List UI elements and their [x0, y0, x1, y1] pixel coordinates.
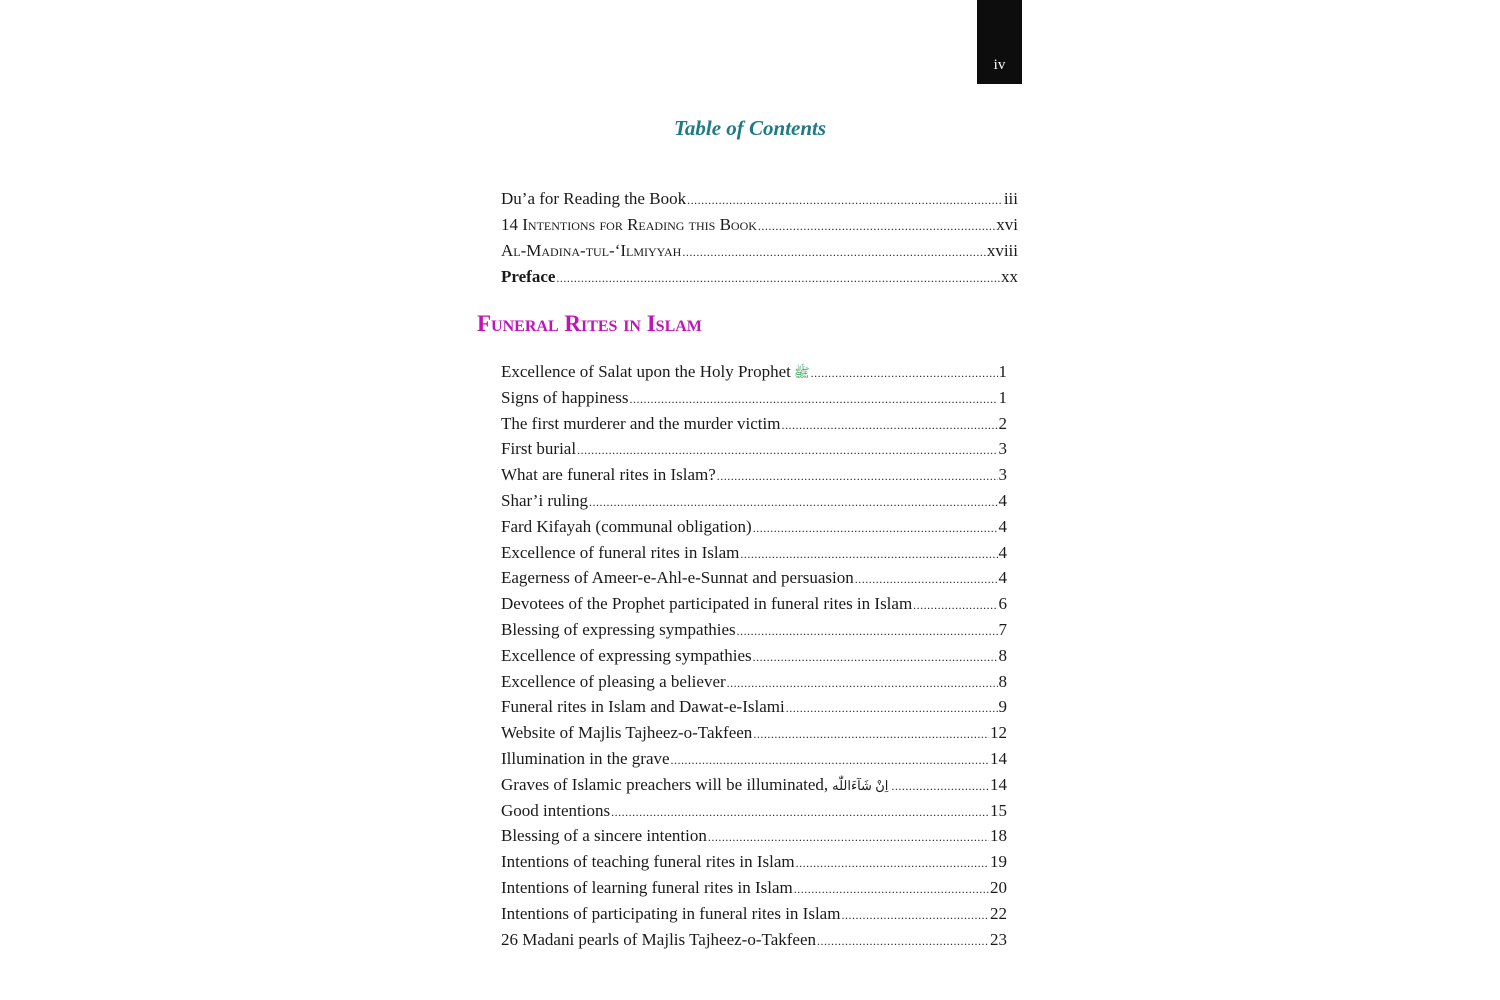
toc-entry[interactable] [501, 386, 1007, 410]
dot-leader [630, 387, 998, 411]
dot-leader [577, 438, 997, 462]
toc-entry-page: 1 [998, 362, 1007, 381]
dot-leader [891, 774, 989, 798]
toc-entry-title: Good intentions [501, 800, 611, 820]
toc-entry[interactable] [501, 515, 1007, 539]
toc-entry[interactable] [501, 566, 1007, 590]
toc-entry[interactable] [501, 592, 1007, 616]
dot-leader [727, 671, 998, 695]
toc-entry-page: 14 [990, 749, 1007, 768]
toc-entry-title: 26 Madani pearls of Majlis Tajheez-o-Takfeen [501, 929, 816, 949]
toc-entry-title: Graves of Islamic preachers will be illuminated, [501, 774, 829, 794]
toc-entry-page: 12 [990, 723, 1007, 743]
toc-entry[interactable] [501, 239, 1018, 263]
toc-entry-page: 1 [998, 387, 1007, 407]
dot-leader [708, 825, 989, 849]
section-heading: Funeral Rites in Islam [477, 311, 702, 336]
toc-entry-title: Preface [501, 267, 556, 286]
dot-leader [556, 266, 1000, 290]
toc-entry-page: 15 [990, 800, 1007, 820]
toc-entry[interactable] [501, 747, 1007, 771]
toc-entry-page: 8 [998, 671, 1007, 691]
toc-entry[interactable] [501, 876, 1007, 900]
toc-entry-page: xvi [996, 215, 1018, 234]
dot-leader [841, 903, 989, 927]
toc-entry-title: Intentions of participating in funeral rites in Islam [501, 903, 841, 923]
toc-entry[interactable] [501, 412, 1007, 436]
dot-leader [796, 851, 989, 875]
toc-entry[interactable] [501, 360, 1007, 384]
toc-entry[interactable] [501, 644, 1007, 668]
dot-leader [740, 542, 997, 566]
toc-entry-title: Excellence of Salat upon the Holy Prophet [501, 362, 791, 381]
toc-entry-title: First burial [501, 439, 577, 459]
dot-leader [753, 722, 989, 746]
toc-entry-title: Excellence of pleasing a believer [501, 671, 726, 691]
toc-entry-title: Website of Majlis Tajheez-o-Takfeen [501, 723, 753, 743]
dot-leader [786, 696, 998, 720]
dot-leader [753, 516, 998, 540]
toc-entry-page: 3 [998, 465, 1007, 485]
toc-entry-page: 9 [998, 697, 1007, 717]
toc-entry-title: Al-Madina-tul-‘Ilmiyyah [501, 241, 682, 260]
dot-leader [611, 800, 989, 824]
toc-entry-title: Illumination in the grave [501, 749, 670, 768]
toc-entry-page: 14 [990, 774, 1007, 794]
toc-entry-page: 23 [990, 929, 1007, 949]
toc-entry-title: Fard Kifayah (communal obligation) [501, 516, 752, 536]
toc-entry-page: 19 [990, 852, 1007, 872]
toc-entry-title: Blessing of expressing sympathies [501, 620, 736, 639]
toc-entry-page: 22 [990, 903, 1007, 923]
toc-entry[interactable] [501, 695, 1007, 719]
toc-entry-page: 4 [998, 491, 1007, 510]
toc-entry-title: Funeral rites in Islam and Dawat-e-Islami [501, 697, 785, 717]
toc-entry-page: 4 [998, 568, 1007, 588]
toc-entry[interactable] [501, 541, 1007, 565]
dot-leader [753, 645, 998, 669]
toc-entry-page: 6 [998, 594, 1007, 614]
toc-entry-page: 4 [998, 516, 1007, 536]
toc-entry-title: Intentions of teaching funeral rites in Islam [501, 852, 795, 872]
toc-entry[interactable] [501, 187, 1018, 211]
dot-leader [811, 361, 998, 385]
toc-entry[interactable] [501, 824, 1007, 848]
toc-entry[interactable] [501, 489, 1007, 513]
dot-leader [794, 877, 989, 901]
toc-entry[interactable] [501, 437, 1007, 461]
page-number: iv [993, 57, 1006, 73]
toc-entry[interactable] [501, 850, 1007, 874]
toc-entry-title: Devotees of the Prophet participated in funeral rites in Islam [501, 594, 913, 614]
toc-entry-page: 18 [990, 826, 1007, 846]
toc-entry-page: 7 [998, 620, 1007, 639]
dot-leader [855, 567, 998, 591]
dot-leader [589, 490, 997, 514]
arabic-phrase: اِنْ شَآءَاللّٰه [832, 777, 889, 793]
dot-leader [817, 929, 989, 953]
dot-leader [671, 748, 989, 772]
dot-leader [737, 619, 998, 643]
toc-entry[interactable] [501, 721, 1007, 745]
toc-entry-title: Excellence of funeral rites in Islam [501, 542, 740, 562]
dot-leader [687, 188, 1003, 212]
toc-entry-title: Eagerness of Ameer-e-Ahl-e-Sunnat and persuasion [501, 568, 854, 588]
toc-entry-title: Du’a for Reading the Book [501, 189, 687, 208]
toc-entry-title: The first murderer and the murder victim [501, 413, 781, 433]
toc-entry-title: 14 Intentions for Reading this Book [501, 215, 757, 234]
toc-entry-page: xviii [986, 241, 1018, 260]
toc-entry-title: Shar’i ruling [501, 491, 589, 510]
toc-entry[interactable] [501, 773, 1007, 797]
page-number-tab [977, 0, 1022, 84]
dot-leader [758, 214, 995, 238]
page-title: Table of Contents [673, 116, 827, 140]
honorific-glyph-icon: ﷺ [793, 365, 810, 380]
toc-entry-title: Excellence of expressing sympathies [501, 645, 752, 665]
toc-entry-page: 2 [998, 413, 1007, 433]
toc-entry-page: xx [1001, 267, 1018, 286]
toc-entry-page: 4 [998, 542, 1007, 562]
toc-entry-title: What are funeral rites in Islam? [501, 465, 716, 485]
toc-entry-page: 3 [998, 439, 1007, 459]
toc-entry[interactable] [501, 618, 1007, 642]
dot-leader [781, 413, 997, 437]
toc-entry-title: Intentions of learning funeral rites in Islam [501, 878, 793, 897]
toc-entry[interactable] [501, 265, 1018, 289]
toc-entry-title: Signs of happiness [501, 387, 629, 407]
dot-leader [682, 240, 985, 264]
dot-leader [717, 464, 998, 488]
toc-entry-page: 8 [998, 645, 1007, 665]
dot-leader [913, 593, 997, 617]
toc-entry[interactable] [501, 463, 1007, 487]
toc-entry-page: iii [1003, 189, 1018, 208]
toc-entry[interactable] [501, 928, 1007, 952]
toc-entry[interactable] [501, 799, 1007, 823]
toc-entry[interactable] [501, 213, 1018, 237]
toc-entry[interactable] [501, 902, 1007, 926]
toc-entry-title: Blessing of a sincere intention [501, 826, 707, 846]
toc-entry-page: 20 [990, 878, 1007, 897]
toc-entry[interactable] [501, 670, 1007, 694]
